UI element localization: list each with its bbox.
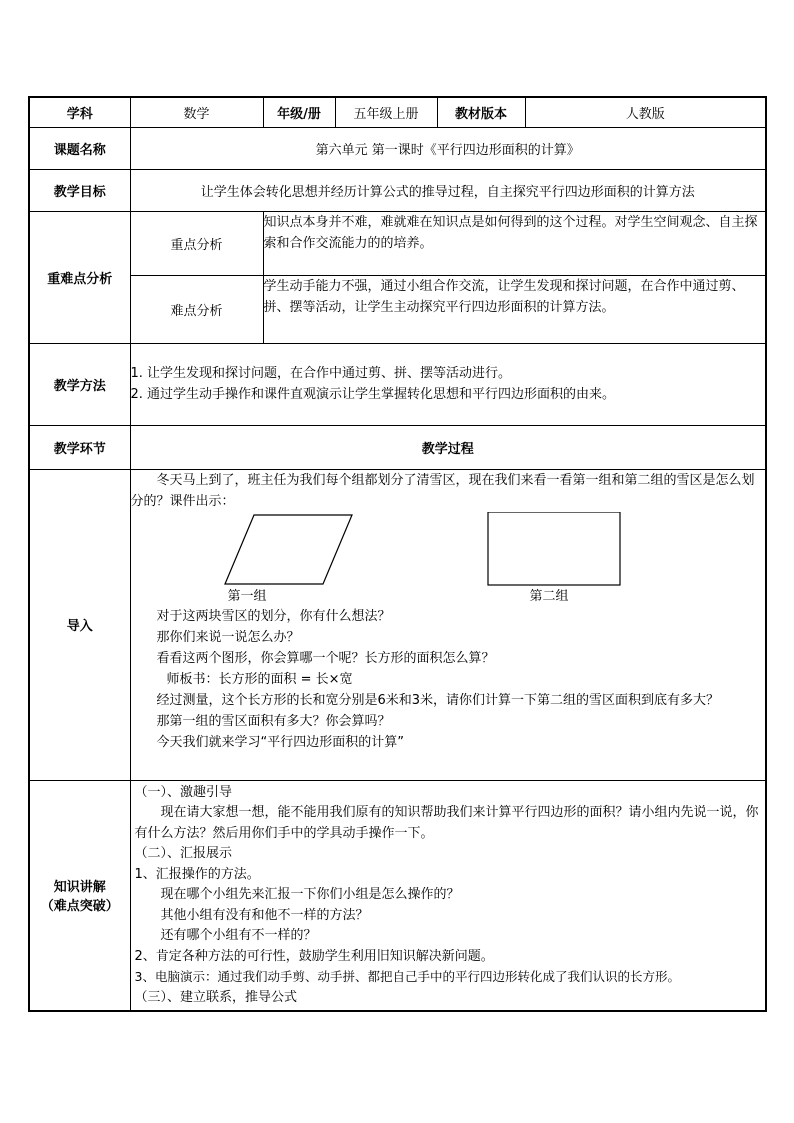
intro-paragraph: 冬天马上到了，班主任为我们每个组都划分了清雪区，现在我们来看一看第一组和第二组的雪区是怎么划分的？课件出示： [130,472,755,509]
method-item: 1. 让学生发现和探讨问题，在合作中通过剪、拼、摆等活动进行。 [130,366,512,381]
shapes-svg [131,512,761,606]
difficulty-text: 学生动手能力不强，通过小组合作交流，让学生发现和探讨问题，在合作中通过剪、拼、摆等活动，让学生主动探究平行四边形面积的计算方法。 [263,275,766,343]
edition-label: 教材版本 [437,97,525,127]
methods-label: 教学方法 [29,343,130,425]
knowledge-line: 现在哪个小组先来汇报一下你们小组是怎么操作的？ [160,887,460,902]
group2-label: 第二组 [529,588,569,604]
knowledge-line: 3、电脑演示：通过我们动手剪、动手拼、都把自己手中的平行四边形转化成了我们认识的长方形。 [134,969,680,984]
rectangle-shape [488,512,620,585]
key-point-text: 知识点本身并不难，难就难在知识点是如何得到的这个过程。对学生空间观念、自主探索和合作交流能力的的培养。 [263,211,766,275]
intro-paragraph: 今天我们就来学习“平行四边形面积的计算” [156,734,404,750]
knowledge-line: 其他小组有没有和他不一样的方法？ [160,907,369,923]
intro-row [29,469,766,780]
intro-paragraph: 那你们来说一说怎么办？ [156,629,300,645]
lesson-title: 第六单元 第一课时《平行四边形面积的计算》 [130,127,766,169]
knowledge-label-line2: （难点突破） [40,899,119,915]
key-point-label: 重点分析 [130,211,263,275]
knowledge-line: （三）、建立联系，推导公式 [134,989,298,1005]
intro-paragraph: 经过测量，这个长方形的长和宽分别是6米和3米，请你们计算一下第二组的雪区面积到底有多大？ [156,692,720,708]
parallelogram-shape [225,515,352,584]
knowledge-line: 还有哪个小组有不一样的？ [160,928,317,943]
method-item: 2. 通过学生动手操作和课件直观演示让学生掌握转化思想和平行四边形面积的由来。 [130,387,616,402]
knowledge-line: 1、汇报操作的方法。 [134,866,260,882]
grade-label: 年级/册 [263,97,335,127]
key-point-row [29,211,766,275]
knowledge-label [29,780,130,1011]
knowledge-line: （一）、激趣引导 [134,784,233,800]
intro-paragraph: 对于这两块雪区的划分，你有什么想法？ [156,608,391,624]
analysis-label: 重难点分析 [29,211,130,343]
process-stage-label: 教学环节 [29,425,130,469]
shape-figures [131,512,766,606]
knowledge-content [130,780,766,1011]
methods-list [130,343,766,425]
lesson-row [29,127,766,169]
lesson-plan-table [28,96,767,1012]
knowledge-row [29,780,766,1011]
goal-row [29,169,766,211]
goal-label: 教学目标 [29,169,130,211]
knowledge-line: 现在请大家想一想，能不能用我们原有的知识帮助我们来计算平行四边形的面积？请小组内先说一说，你有什么方法？然后用你们手中的学具动手操作一下。 [134,805,759,841]
intro-paragraph: 看看这两个图形，你会算哪一个呢？长方形的面积怎么算？ [156,650,495,666]
group1-label: 第一组 [227,588,267,604]
edition-value: 人教版 [525,97,766,127]
methods-row [29,343,766,425]
process-header-title: 教学过程 [130,425,766,469]
header-row [29,97,766,127]
lesson-label: 课题名称 [29,127,130,169]
knowledge-line: （二）、汇报展示 [134,846,233,861]
intro-paragraph: 那第一组的雪区面积有多大？你会算吗？ [156,713,391,729]
grade-value: 五年级上册 [335,97,437,127]
intro-board-note: 师板书：长方形的面积 = 长×宽 [166,671,353,687]
subject-value: 数学 [130,97,263,127]
process-header-row [29,425,766,469]
goal-text: 让学生体会转化思想并经历计算公式的推导过程，自主探究平行四边形面积的计算方法 [130,169,766,211]
difficulty-row [29,275,766,343]
subject-label: 学科 [29,97,130,127]
difficulty-label: 难点分析 [130,275,263,343]
knowledge-line: 2、肯定各种方法的可行性，鼓励学生利用旧知识解决新问题。 [134,948,494,964]
knowledge-label-line1: 知识讲解 [53,880,106,896]
intro-content [130,469,766,780]
intro-label: 导入 [29,469,130,780]
